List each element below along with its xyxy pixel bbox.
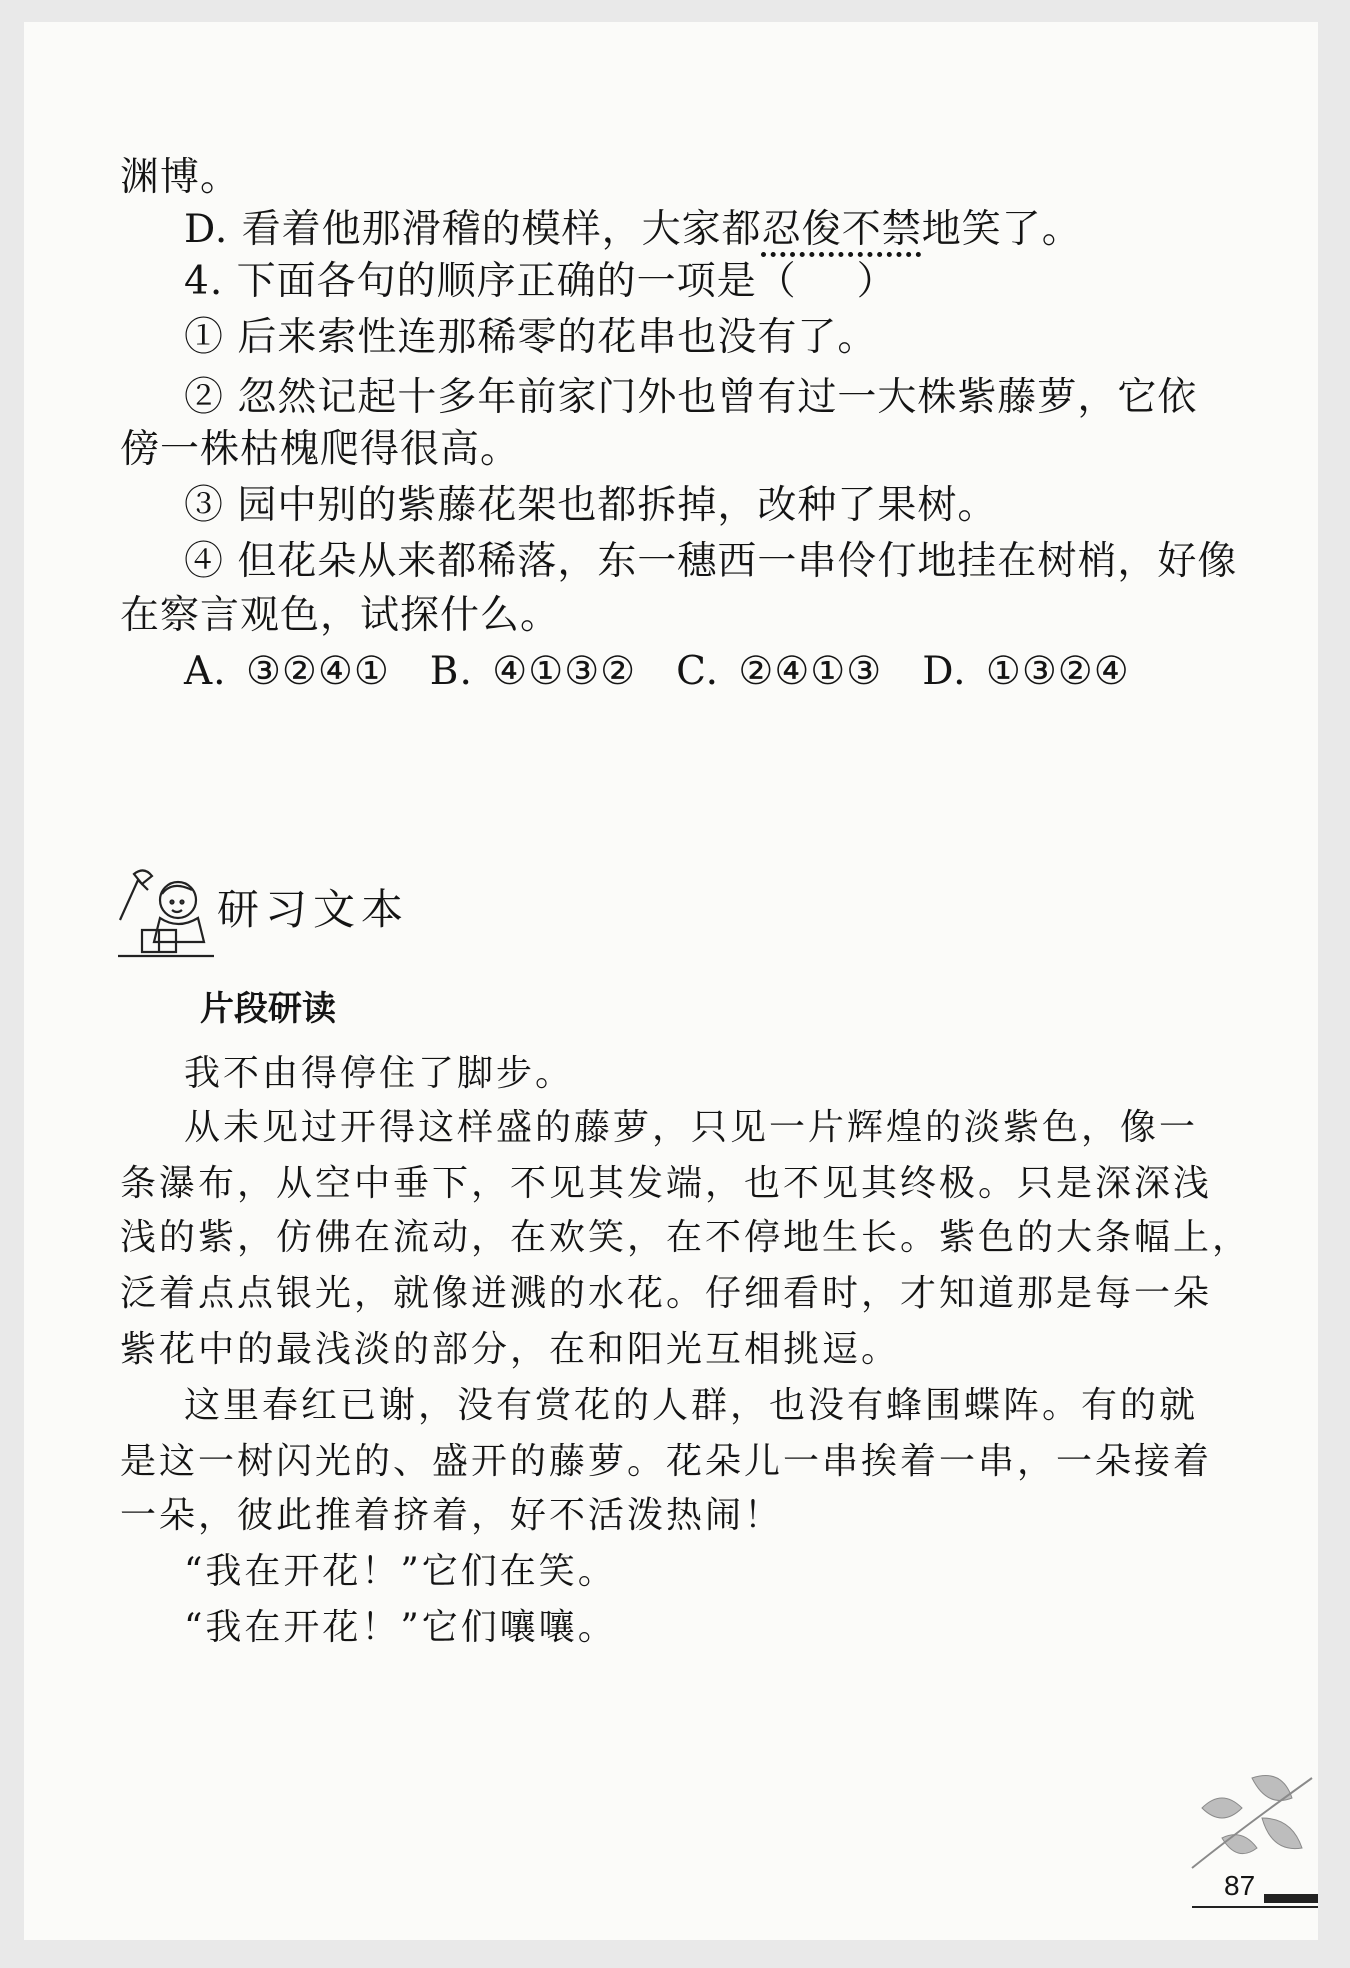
passage-line: 条瀑布，从空中垂下，不见其发端，也不见其终极。只是深深浅 (120, 1163, 1213, 1204)
sentence-3: ③ 园中别的紫藤花架也都拆掉，改种了果树。 (184, 483, 998, 528)
passage-line: 是这一树闪光的、盛开的藤萝。花朵儿一串挨着一串，一朵接着 (120, 1441, 1213, 1482)
passage-line: 紫花中的最浅淡的部分，在和阳光互相挑逗。 (120, 1329, 901, 1370)
sentence-2-cont: 傍一株枯槐爬得很高。 (120, 427, 521, 472)
page-rule (1192, 1906, 1318, 1908)
sentence-4: ④ 但花朵从来都稀落，东一穗西一串伶仃地挂在树梢，好像 (184, 539, 1238, 584)
question-4: 4. 下面各句的顺序正确的一项是（ ） (184, 259, 897, 304)
page-number: 87 (1224, 1870, 1256, 1901)
passage-line: 浅的紫，仿佛在流动，在欢笑，在不停地生长。紫色的大条幅上， (120, 1217, 1252, 1258)
section-header (112, 860, 492, 960)
emphasized-phrase: 忍俊不禁 (761, 207, 922, 252)
page-bar (1264, 1894, 1318, 1903)
passage-line: 我不由得停住了脚步。 (184, 1053, 575, 1094)
passage-line: 一朵，彼此推着挤着，好不活泼热闹！ (120, 1495, 784, 1536)
passage-line: “我在开花！”它们嚷嚷。 (184, 1607, 617, 1648)
passage-line: 从未见过开得这样盛的藤萝，只见一片辉煌的淡紫色，像一 (184, 1107, 1199, 1148)
section-title: 研习文本 (217, 885, 410, 934)
student-reading-icon (112, 860, 222, 960)
subsection-title: 片段研读 (200, 989, 336, 1029)
sentence-2: ② 忽然记起十多年前家门外也曾有过一大株紫藤萝，它依 (184, 375, 1198, 420)
sentence-4-cont: 在察言观色，试探什么。 (120, 593, 561, 638)
book-page (24, 22, 1318, 1940)
passage-line: 这里春红已谢，没有赏花的人群，也没有蜂围蝶阵。有的就 (184, 1385, 1199, 1426)
sentence-1: ① 后来索性连那稀零的花串也没有了。 (184, 315, 878, 360)
leaf-decoration-icon (1182, 1768, 1318, 1878)
answer-options: A. ③②④① B. ④①③② C. ②④①③ D. ①③②④ (184, 649, 1130, 694)
text-line: 渊博。 (120, 155, 241, 200)
option-d-line: D. 看着他那滑稽的模样，大家都忍俊不禁地笑了。 (184, 207, 1082, 252)
passage-line: 泛着点点银光，就像迸溅的水花。仔细看时，才知道那是每一朵 (120, 1273, 1213, 1314)
passage-line: “我在开花！”它们在笑。 (184, 1551, 617, 1592)
